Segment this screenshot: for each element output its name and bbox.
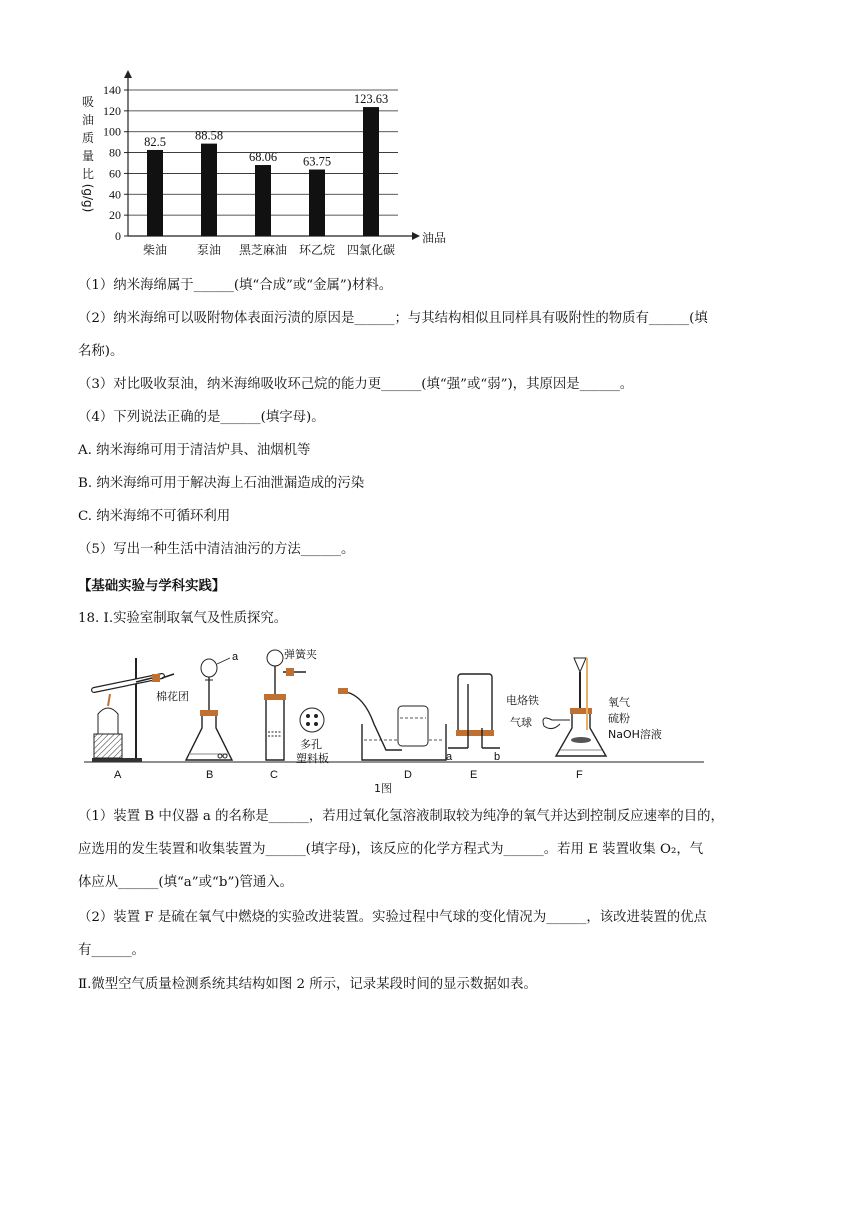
- y-axis-label-unit: (g/g): [81, 183, 95, 213]
- label-D: D: [404, 769, 412, 781]
- apparatus-b: [186, 658, 232, 760]
- question-18-1-line-2: 应选用的发生装置和收集装置为______(填字母)，该反应的化学方程式为______。若用 E 装置收集 O₂，气: [78, 842, 704, 857]
- question-5: （5）写出一种生活中清洁油污的方法______。: [78, 542, 355, 557]
- question-2-line-1: （2）纳米海绵可以吸附物体表面污渍的原因是______；与其结构相似且同样具有吸附性的物质有______(填: [78, 311, 708, 326]
- question-18: 18. I.实验室制取氧气及性质探究。: [78, 611, 288, 626]
- label-sulfur: 硫粉: [608, 712, 630, 725]
- label-oxygen: 氧气: [608, 696, 630, 709]
- label-naoh: NaOH溶液: [608, 728, 662, 741]
- label-a-e: a: [446, 751, 453, 763]
- x-category-label: 四氯化碳: [346, 243, 396, 257]
- x-category-label: 泵油: [196, 243, 222, 257]
- option-a: A. 纳米海绵可用于清洁炉具、油烟机等: [78, 443, 311, 458]
- y-tick-label: 60: [109, 166, 121, 181]
- apparatus-svg: [74, 644, 714, 794]
- y-tick-label: 80: [109, 145, 121, 160]
- x-axis-label: 油品: [422, 231, 447, 245]
- y-tick-label: 100: [103, 124, 121, 139]
- question-1: （1）纳米海绵属于______(填“合成”或“金属”)材料。: [78, 278, 393, 293]
- y-tick-label: 140: [103, 83, 121, 97]
- question-4: （4）下列说法正确的是______(填字母)。: [78, 410, 325, 425]
- x-category-label: 环乙烷: [298, 243, 336, 257]
- x-category-label: 柴油: [142, 243, 168, 257]
- bar: [147, 150, 163, 236]
- question-18-1-line-1: （1）装置 B 中仪器 a 的名称是______，若用过氧化氢溶液制取较为纯净的氧气并达到控制反应速率的目的，: [78, 809, 724, 824]
- y-tick-label: 120: [103, 103, 121, 118]
- y-axis-label-char: 质: [81, 131, 95, 145]
- y-axis-label-char: 油: [81, 113, 95, 127]
- bar: [363, 107, 379, 236]
- apparatus-a: [92, 658, 174, 762]
- question-18-1-line-3: 体应从______(填“a”或“b”)管通入。: [78, 875, 294, 890]
- y-axis-label-char: 量: [81, 149, 95, 163]
- label-C: C: [270, 769, 278, 781]
- label-balloon: 气球: [510, 716, 532, 729]
- bar-value-label: 82.5: [144, 134, 166, 149]
- label-iron: 电烙铁: [506, 694, 539, 707]
- apparatus-f: [543, 658, 606, 756]
- label-clip: 弹簧夹: [284, 648, 317, 661]
- chart-svg: [74, 66, 464, 262]
- bar: [201, 144, 217, 236]
- label-a-b: a: [232, 651, 239, 663]
- x-category-label: 黑芝麻油: [238, 243, 288, 257]
- bar-value-label: 63.75: [302, 154, 332, 169]
- y-axis-label-char: 吸: [81, 95, 95, 109]
- question-18-part-2: Ⅱ.微型空气质量检测系统其结构如图 2 所示，记录某段时间的显示数据如表。: [78, 977, 537, 992]
- option-c: C. 纳米海绵不可循环利用: [78, 509, 231, 524]
- x-axis-arrow: [412, 232, 420, 240]
- bar-value-label: 88.58: [194, 128, 224, 143]
- question-2-line-2: 名称)。: [78, 344, 124, 359]
- apparatus-d: [338, 688, 446, 760]
- label-plate-1: 多孔: [300, 738, 322, 751]
- y-axis-arrow: [124, 70, 132, 78]
- apparatus-e: [448, 674, 500, 748]
- label-b-e: b: [494, 751, 501, 763]
- label-F: F: [576, 769, 583, 781]
- y-axis-label-char: 比: [81, 167, 95, 181]
- bar-value-label: 123.63: [353, 92, 389, 107]
- y-tick-label: 40: [109, 187, 121, 202]
- label-plate-2: 塑料板: [296, 752, 329, 765]
- question-3: （3）对比吸收泵油，纳米海绵吸收环己烷的能力更______(填“强”或“弱”)，其原因是______。: [78, 377, 634, 392]
- label-B: B: [206, 769, 214, 781]
- y-tick-label: 20: [109, 208, 121, 223]
- oil-absorption-bar-chart: [74, 66, 464, 262]
- section-heading: 【基础实验与学科实践】: [78, 579, 226, 594]
- bar: [255, 165, 271, 236]
- label-A: A: [114, 769, 122, 781]
- figure-caption: 1图: [374, 782, 392, 794]
- label-cotton: 棉花团: [156, 690, 189, 703]
- label-E: E: [470, 769, 478, 781]
- question-18-2-line-2: 有______。: [78, 943, 145, 958]
- y-tick-label: 0: [115, 229, 121, 243]
- bar: [309, 170, 325, 236]
- option-b: B. 纳米海绵可用于解决海上石油泄漏造成的污染: [78, 476, 365, 491]
- question-18-2-line-1: （2）装置 F 是硫在氧气中燃烧的实验改进装置。实验过程中气球的变化情况为______，该改进装置的优点: [78, 910, 707, 925]
- apparatus-figure: [74, 644, 714, 794]
- bar-value-label: 68.06: [248, 150, 278, 165]
